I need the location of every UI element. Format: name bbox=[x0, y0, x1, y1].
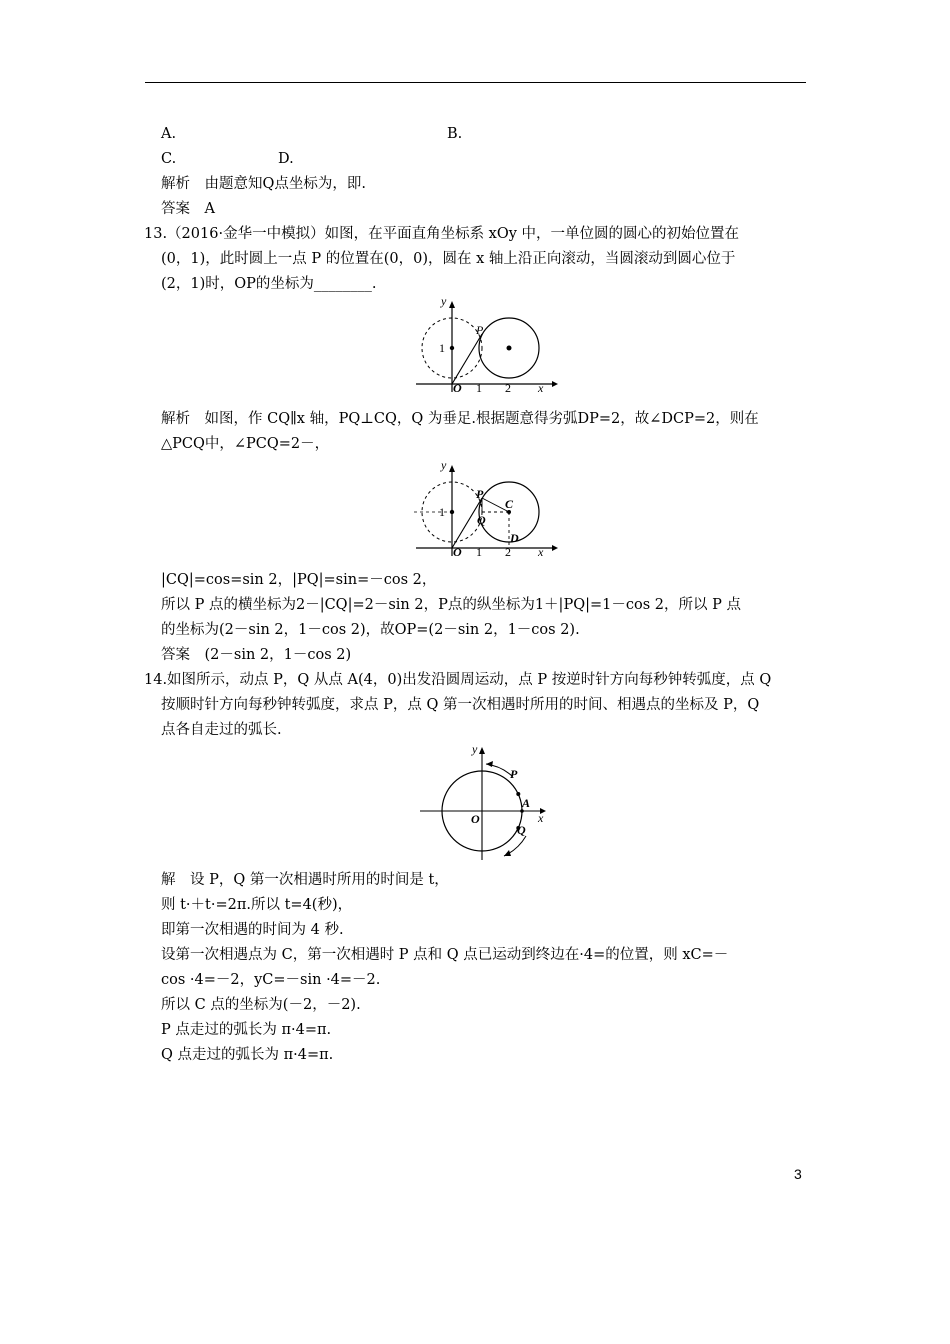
point-q-label: Q bbox=[477, 513, 486, 527]
q13-analysis-line-2: △PCQ中，∠PCQ=2－， bbox=[161, 436, 330, 452]
q13-stem-line-3: (2，1)时，OP的坐标为________. bbox=[161, 276, 377, 292]
q14-solution-line-1: 解 设 P，Q 第一次相遇时所用的时间是 t， bbox=[161, 872, 449, 888]
x-axis-arrow bbox=[552, 381, 558, 387]
x-label: x bbox=[538, 381, 544, 394]
q13-analysis-line-4: 所以 P 点的横坐标为2－|CQ|=2－sin 2，P点的纵坐标为1＋|PQ|=1－cos 2，所以 P 点 bbox=[161, 597, 741, 613]
cw-arrow-head bbox=[504, 850, 511, 856]
rolling-circle-figure-2 bbox=[412, 460, 562, 558]
q13-stem-line-2: (0，1)，此时圆上一点 P 的位置在(0，0)，圆在 x 轴上沿正向滚动，当圆滚动到圆心位于 bbox=[161, 251, 736, 267]
x-tick-one: 1 bbox=[476, 381, 482, 394]
q14-stem-line-2: 按顺时针方向每秒钟转弧度，求点 P，点 Q 第一次相遇时所用的时间、相遇点的坐标及 P，Q bbox=[161, 697, 760, 713]
option-b: B. bbox=[447, 126, 463, 142]
q14-stem-line-3: 点各自走过的弧长. bbox=[161, 722, 282, 738]
q13-answer: 答案 (2－sin 2，1－cos 2) bbox=[161, 647, 352, 663]
y-label: y bbox=[441, 296, 447, 308]
point-p-dot bbox=[516, 792, 520, 796]
header-rule bbox=[145, 82, 806, 83]
q13-analysis-line-5: 的坐标为(2－sin 2，1－cos 2)，故OP=(2－sin 2，1－cos 2). bbox=[161, 622, 580, 638]
option-a: A. bbox=[161, 126, 177, 142]
q13-analysis-line-1: 解析 如图，作 CQ∥x 轴，PQ⊥CQ，Q 为垂足.根据题意得劣弧DP=2，故∠DCP=2，则在 bbox=[161, 411, 759, 427]
y-label: y bbox=[441, 460, 447, 472]
q12-answer: 答案 A bbox=[161, 201, 215, 217]
y-axis-arrow bbox=[449, 465, 455, 472]
option-d: D. bbox=[278, 151, 294, 167]
point-a-label: A bbox=[522, 796, 531, 810]
q14-solution-line-4: 设第一次相遇点为 C，第一次相遇时 P 点和 Q 点已运动到终边在·4=的位置，则 xC=－ bbox=[161, 947, 729, 963]
segment-op bbox=[452, 334, 482, 384]
x-label: x bbox=[538, 811, 544, 825]
y-label: y bbox=[472, 744, 478, 756]
rolled-center-dot bbox=[507, 346, 512, 351]
y-axis-arrow bbox=[449, 301, 455, 308]
x-label: x bbox=[538, 545, 544, 558]
initial-center-dot bbox=[450, 346, 454, 350]
point-d-label: D bbox=[510, 531, 519, 545]
initial-center-dot bbox=[450, 510, 454, 514]
x-tick-one: 1 bbox=[476, 545, 482, 558]
q14-solution-line-6: 所以 C 点的坐标为(－2，－2). bbox=[161, 997, 361, 1013]
origin-label: O bbox=[453, 545, 462, 558]
q14-solution-line-7: P 点走过的弧长为 π·4=π. bbox=[161, 1022, 332, 1038]
q14-solution-line-2: 则 t·＋t·=2π.所以 t=4(秒)， bbox=[161, 897, 353, 913]
point-p-label: P bbox=[476, 487, 484, 501]
point-p-label: P bbox=[476, 323, 484, 337]
q14-solution-line-8: Q 点走过的弧长为 π·4=π. bbox=[161, 1047, 334, 1063]
q12-analysis: 解析 由题意知Q点坐标为，即. bbox=[161, 176, 366, 192]
y-tick-one: 1 bbox=[439, 505, 445, 519]
q14-solution-line-3: 即第一次相遇的时间为 4 秒. bbox=[161, 922, 344, 938]
x-axis-arrow bbox=[552, 545, 558, 551]
point-q-label: Q bbox=[517, 823, 526, 837]
point-p-label: P bbox=[510, 767, 518, 781]
q14-stem-line-1: 14.如图所示，动点 P，Q 从点 A(4，0)出发沿圆周运动，点 P 按逆时针方向每秒钟转弧度，点 Q bbox=[144, 672, 772, 688]
origin-label: O bbox=[471, 812, 480, 826]
circular-motion-figure bbox=[414, 744, 554, 862]
option-c: C. bbox=[161, 151, 177, 167]
y-axis-arrow bbox=[479, 747, 485, 754]
q14-solution-line-5: cos ·4=－2，yC=－sin ·4=－2. bbox=[161, 972, 381, 988]
point-c-label: C bbox=[505, 497, 514, 511]
q13-stem-line-1: 13.（2016·金华一中模拟）如图，在平面直角坐标系 xOy 中，一单位圆的圆心的初始位置在 bbox=[144, 226, 740, 242]
q13-analysis-line-3: |CQ|=cos=sin 2，|PQ|=sin=－cos 2， bbox=[161, 572, 437, 588]
origin-label: O bbox=[453, 381, 462, 394]
x-tick-two: 2 bbox=[505, 545, 511, 558]
page-number: 3 bbox=[794, 1166, 802, 1182]
x-tick-two: 2 bbox=[505, 381, 511, 394]
rolling-circle-figure-1 bbox=[412, 296, 562, 394]
y-tick-one: 1 bbox=[439, 341, 445, 355]
ccw-arrow-head bbox=[486, 761, 493, 767]
